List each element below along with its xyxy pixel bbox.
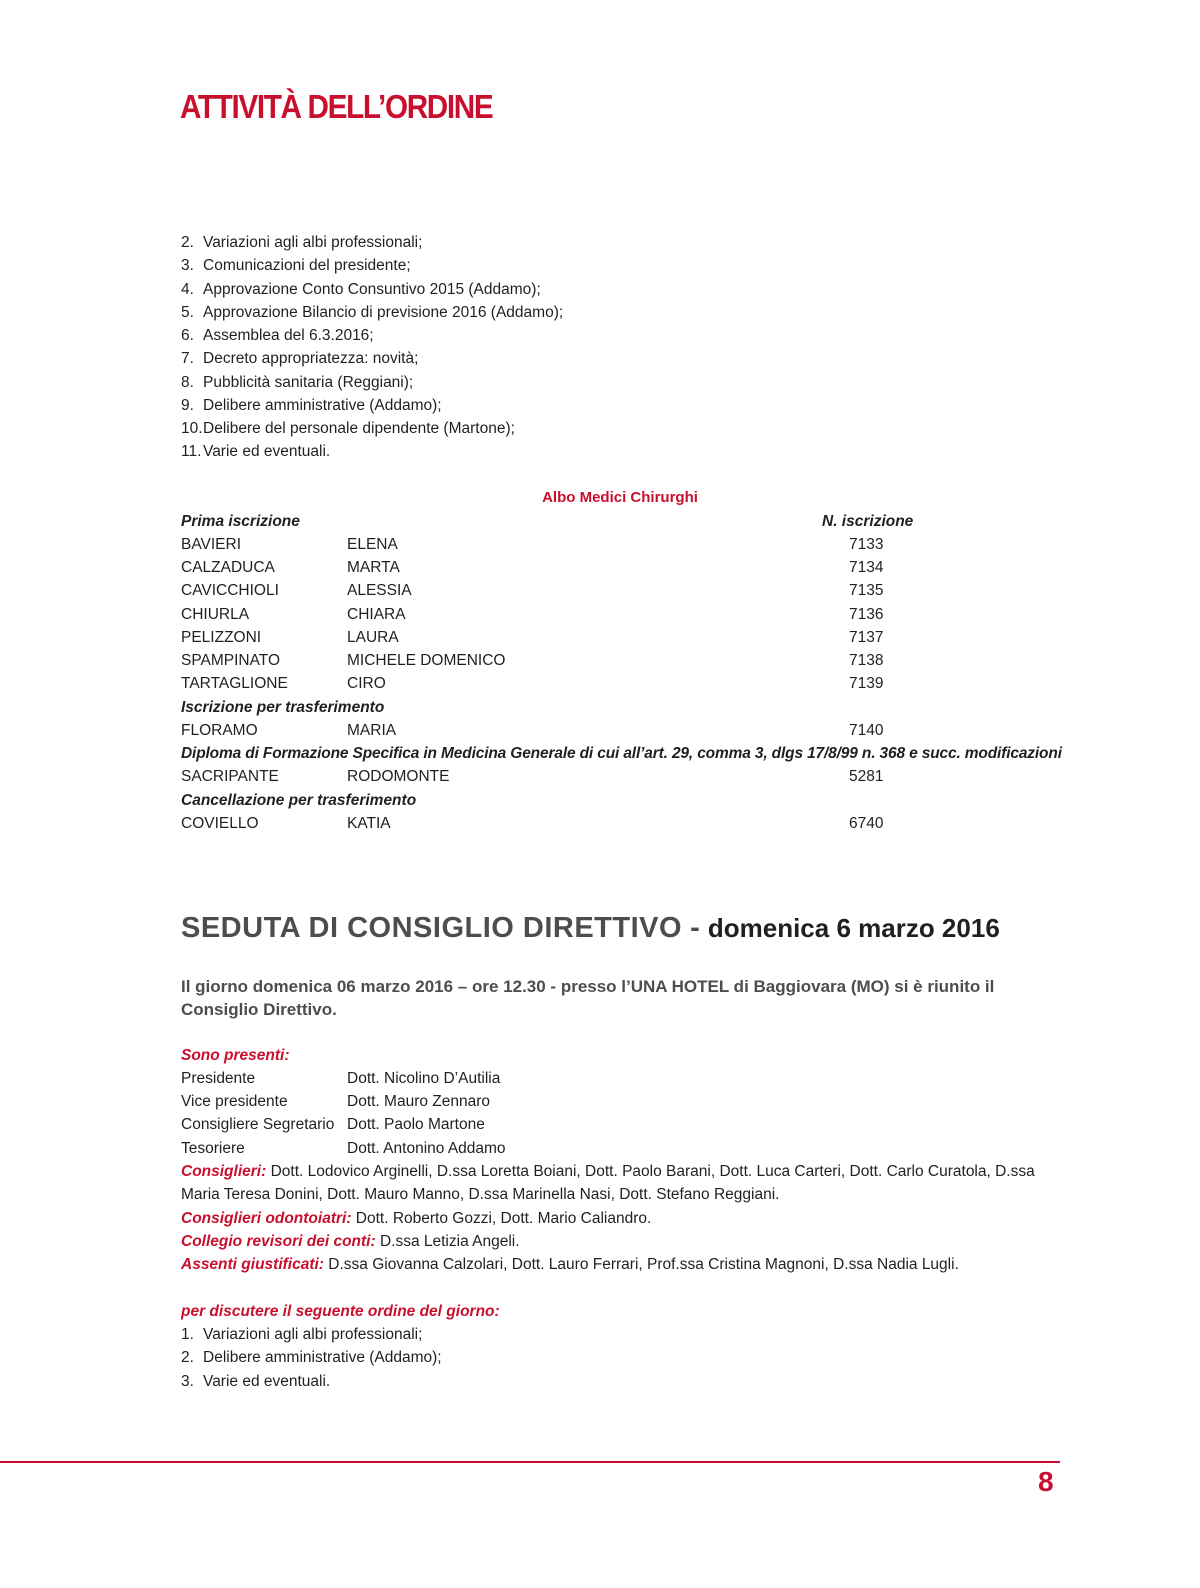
diploma-label: Diploma di Formazione Specifica in Medicina Generale di cui all’art. 29, comma 3, dlgs 17/8/99 n. 368 e succ. modificazioni [181, 745, 1062, 762]
officer-row: Vice presidente Dott. Mauro Zennaro [181, 1093, 491, 1110]
table-row: CAVICCHIOLI ALESSIA 7135 [181, 582, 884, 599]
revisori-paragraph: Collegio revisori dei conti: D.ssa Letizia Angeli. [181, 1233, 520, 1250]
n-iscrizione-label: N. iscrizione [822, 513, 914, 530]
trasferimento-label: Iscrizione per trasferimento [181, 699, 385, 716]
table-row: FLORAMO MARIA 7140 [181, 722, 884, 739]
table-row: SPAMPINATO MICHELE DOMENICO 7138 [181, 652, 884, 669]
section-title: ATTIVITÀ DELL’ORDINE [180, 88, 493, 125]
consiglieri-paragraph: Consiglieri: Dott. Lodovico Arginelli, D.ssa Loretta Boiani, Dott. Paolo Barani, Dott. Luca Carteri, Dott. Carlo Curatola, D.ssa Maria Teresa Donini, Dott. Mauro Manno, D.ssa Marinella Nasi, Dott. Stefano Reggiani. [181, 1163, 1035, 1204]
agenda-item: 8. Pubblicità sanitaria (Reggiani); [181, 373, 414, 391]
agenda-item: 5. Approvazione Bilancio di previsione 2016 (Addamo); [181, 303, 564, 321]
albo-title: Albo Medici Chirurghi [542, 489, 698, 506]
agenda-item: 11. Varie ed eventuali. [181, 443, 331, 461]
agenda-item: 3. Varie ed eventuali. [181, 1372, 331, 1390]
table-row: COVIELLO KATIA 6740 [181, 815, 884, 832]
seduta-heading [181, 912, 1000, 945]
officer-row: Tesoriere Dott. Antonino Addamo [181, 1140, 506, 1157]
albo-header-row [181, 510, 1061, 533]
agenda-list [181, 231, 563, 464]
seduta-title: SEDUTA DI CONSIGLIO DIRETTIVO [181, 912, 683, 944]
cancellazione-label: Cancellazione per trasferimento [181, 792, 417, 809]
table-row: CHIURLA CHIARA 7136 [181, 606, 884, 623]
agenda-item: 3. Comunicazioni del presidente; [181, 257, 411, 275]
seduta-dash: - [682, 912, 708, 944]
agenda-item: 2. Variazioni agli albi professionali; [181, 234, 423, 251]
assenti-paragraph: Assenti giustificati: D.ssa Giovanna Calzolari, Dott. Lauro Ferrari, Prof.ssa Cristina Magnoni, D.ssa Nadia Lugli. [181, 1256, 959, 1273]
officer-row: Consigliere Segretario Dott. Paolo Martone [181, 1116, 485, 1133]
agenda-item: 1. Variazioni agli albi professionali; [181, 1326, 423, 1343]
officer-row: Presidente Dott. Nicolino D’Autilia [181, 1070, 501, 1087]
presenti-label: Sono presenti: [181, 1047, 290, 1064]
agenda-item: 10.Delibere del personale dipendente (Martone); [181, 420, 515, 437]
odg-list [181, 1323, 442, 1393]
table-row: PELIZZONI LAURA 7137 [181, 629, 884, 646]
page-number: 8 [1038, 1466, 1054, 1497]
table-row: BAVIERI ELENA 7133 [181, 536, 884, 553]
agenda-item: 9. Delibere amministrative (Addamo); [181, 396, 442, 414]
seduta-intro: Il giorno domenica 06 marzo 2016 – ore 12.30 - presso l’UNA HOTEL di Baggiovara (MO) si è riunito il Consiglio Direttivo. [181, 977, 995, 1019]
agenda-item: 6. Assemblea del 6.3.2016; [181, 327, 374, 344]
table-row: SACRIPANTE RODOMONTE 5281 [181, 768, 884, 785]
table-row: CALZADUCA MARTA 7134 [181, 559, 884, 576]
agenda-item: 7. Decreto appropriatezza: novità; [181, 350, 419, 368]
odontoiatri-paragraph: Consiglieri odontoiatri: Dott. Roberto Gozzi, Dott. Mario Caliandro. [181, 1210, 652, 1227]
table-row: TARTAGLIONE CIRO 7139 [181, 675, 884, 692]
odg-label: per discutere il seguente ordine del giorno: [181, 1303, 500, 1320]
prima-iscrizione-label: Prima iscrizione [181, 513, 300, 530]
seduta-date: domenica 6 marzo 2016 [707, 913, 1000, 943]
agenda-item: 4. Approvazione Conto Consuntivo 2015 (Addamo); [181, 280, 541, 298]
agenda-item: 2. Delibere amministrative (Addamo); [181, 1349, 442, 1367]
footer-divider [0, 1461, 1060, 1463]
